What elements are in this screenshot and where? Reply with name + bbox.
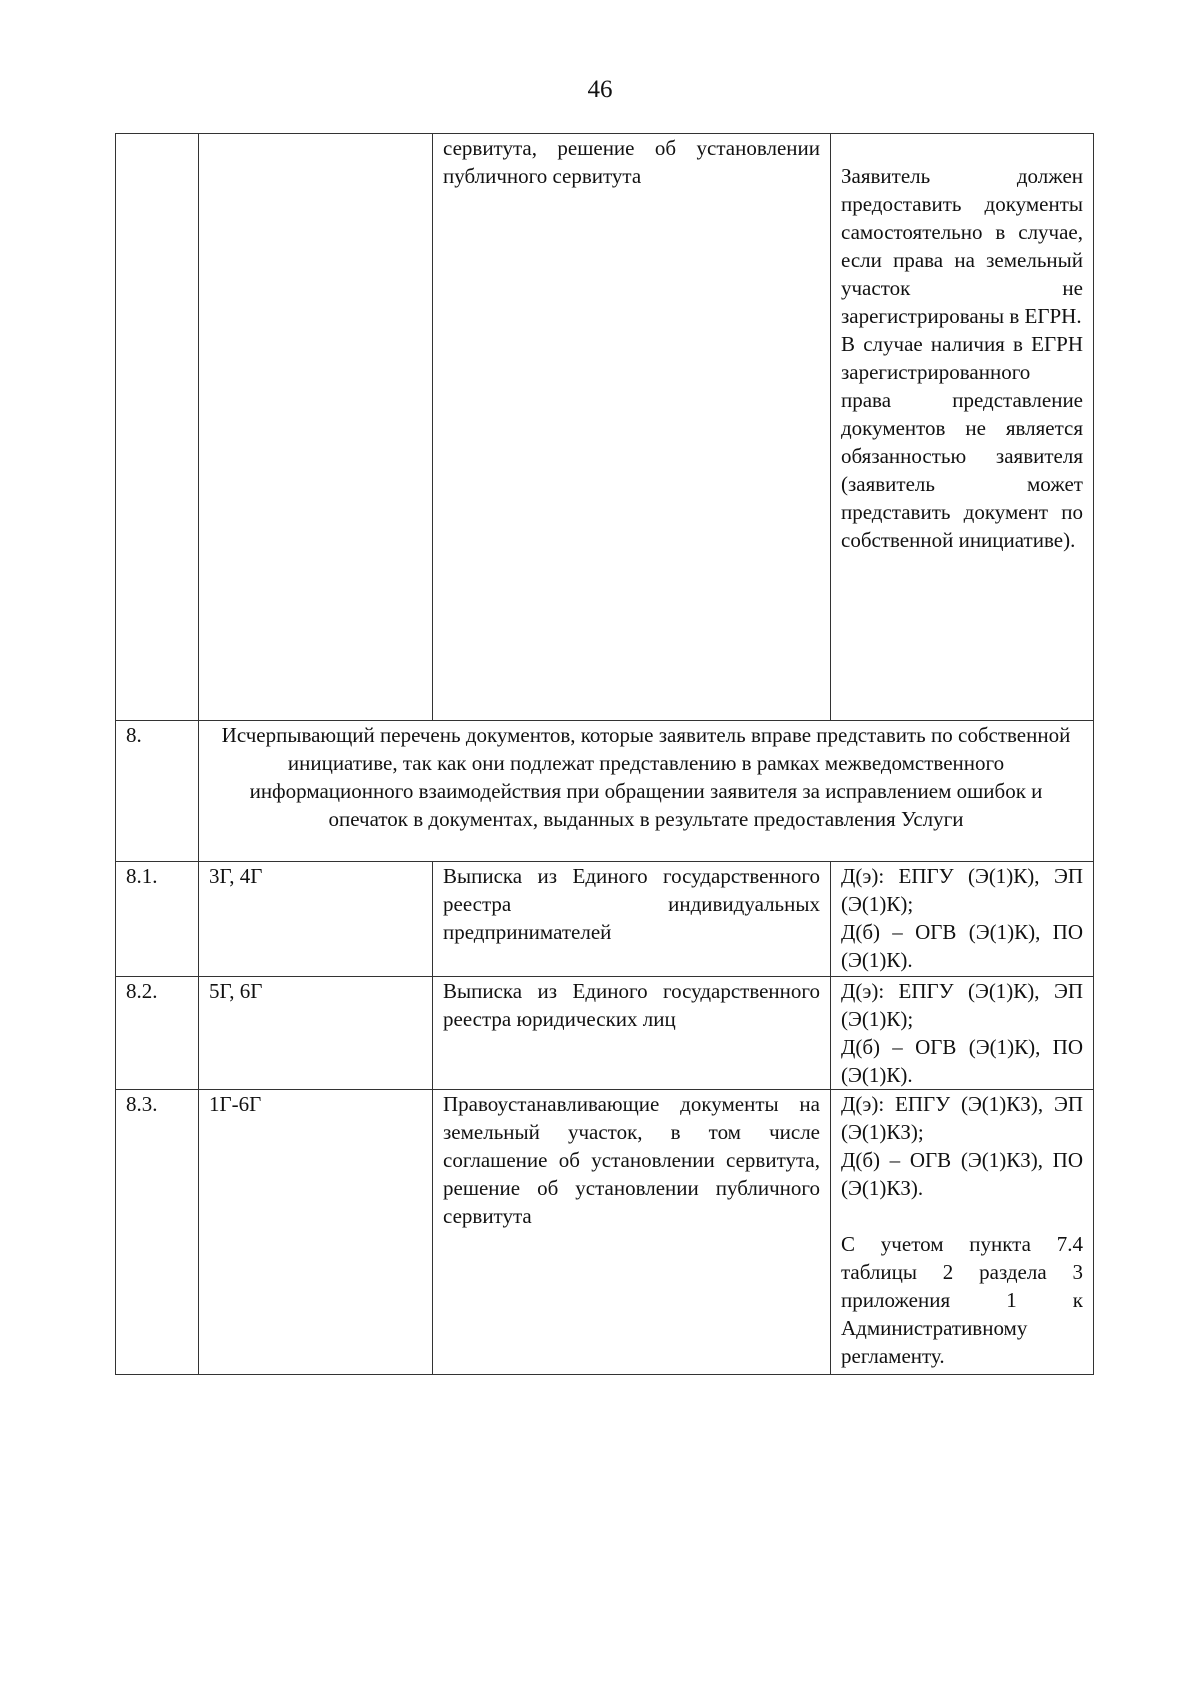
document-cell: Выписка из Единого государственного реестра индивидуальных предпринимателей — [433, 862, 831, 977]
method-paragraph: Д(б) – ОГВ (Э(1)К), ПО (Э(1)К). — [841, 920, 1083, 972]
documents-table — [115, 133, 1094, 1375]
table-row — [116, 862, 1094, 977]
page-number: 46 — [587, 76, 613, 103]
method-paragraph: С учетом пункта 7.4 таблицы 2 раздела 3 приложения 1 к Административному регламенту. — [841, 1232, 1083, 1368]
table-row-continuation — [116, 134, 1094, 721]
row-number-cell: 8.2. — [116, 977, 199, 1090]
table-row — [116, 1090, 1094, 1375]
applicants-cell: 5Г, 6Г — [199, 977, 433, 1090]
method-cell — [831, 134, 1094, 721]
method-cell — [831, 862, 1094, 977]
applicants-cell — [199, 134, 433, 721]
method-paragraph: В случае наличия в ЕГРН зарегистрированного права представление документов не является обязанностью заявителя (заявитель может представить документ по собственной инициативе). — [841, 332, 1083, 552]
method-cell — [831, 1090, 1094, 1375]
document-cell: сервитута, решение об установлении публичного сервитута — [433, 134, 831, 721]
method-paragraph: Д(б) – ОГВ (Э(1)КЗ), ПО (Э(1)КЗ). — [841, 1148, 1083, 1200]
row-number-cell: 8.1. — [116, 862, 199, 977]
applicants-cell: 1Г-6Г — [199, 1090, 433, 1375]
method-paragraph: Д(э): ЕПГУ (Э(1)К), ЭП (Э(1)К); — [841, 979, 1083, 1031]
method-paragraph: Д(э): ЕПГУ (Э(1)К), ЭП (Э(1)К); — [841, 864, 1083, 916]
method-cell — [831, 977, 1094, 1090]
document-cell: Правоустанавливающие документы на земельный участок, в том числе соглашение об установлении сервитута, решение об установлении публичного сервитута — [433, 1090, 831, 1375]
applicants-cell: 3Г, 4Г — [199, 862, 433, 977]
row-number-cell — [116, 134, 199, 721]
table-row — [116, 977, 1094, 1090]
section-title-cell: Исчерпывающий перечень документов, которые заявитель вправе представить по собственной инициативе, так как они подлежат представлению в рамках межведомственного информационного взаимодействия при обращении заявителя за исправлением ошибок и опечаток в документах, выданных в результате предоставления Услуги — [199, 721, 1094, 862]
method-paragraph: Заявитель должен предоставить документы самостоятельно в случае, если права на земельный участок не зарегистрированы в ЕГРН. — [841, 164, 1083, 328]
method-paragraph: Д(б) – ОГВ (Э(1)К), ПО (Э(1)К). — [841, 1035, 1083, 1087]
section-number-cell: 8. — [116, 721, 199, 862]
section-row — [116, 721, 1094, 862]
method-paragraph: Д(э): ЕПГУ (Э(1)КЗ), ЭП (Э(1)КЗ); — [841, 1092, 1083, 1144]
paragraph-gap — [841, 1202, 1083, 1230]
document-cell: Выписка из Единого государственного реестра юридических лиц — [433, 977, 831, 1090]
row-number-cell: 8.3. — [116, 1090, 199, 1375]
